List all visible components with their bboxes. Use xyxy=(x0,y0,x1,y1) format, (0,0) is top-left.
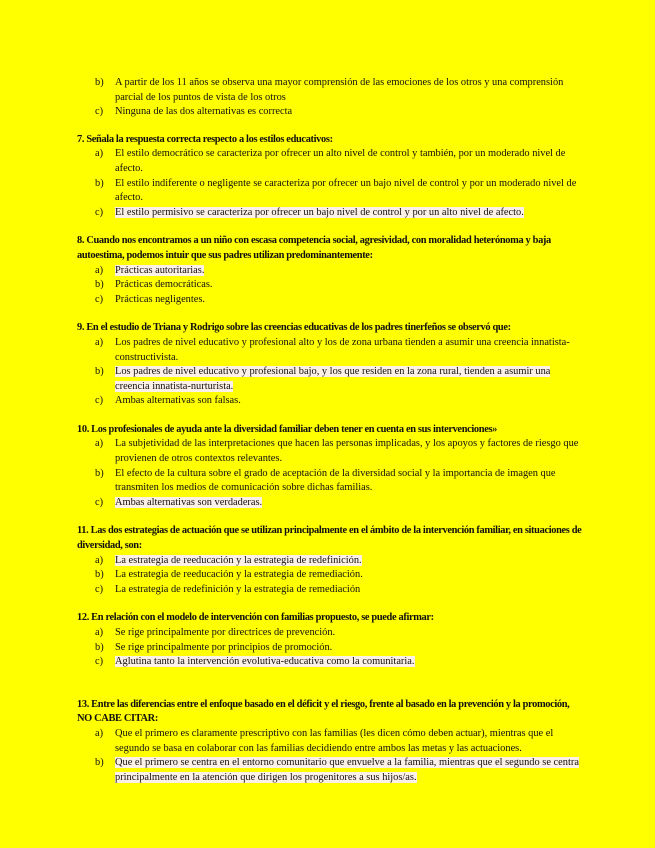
option-letter: b) xyxy=(95,177,104,189)
option-letter: a) xyxy=(95,264,104,276)
option-9b[interactable] xyxy=(77,365,582,394)
option-letter: b) xyxy=(95,366,104,378)
option-letter: b) xyxy=(95,77,104,88)
option-8a[interactable] xyxy=(77,264,582,279)
question-title: 7. Señala la respuesta correcta respecto a los estilos educativos: xyxy=(77,133,333,145)
option-text-highlighted: El estilo permisivo se caracteriza por ofrecer un bajo nivel de control y por un alto nivel de afecto. xyxy=(115,206,524,218)
option-letter: b) xyxy=(95,569,104,581)
question-11 xyxy=(77,524,582,597)
option-text: El estilo democrático se caracteriza por ofrecer un alto nivel de control y también, por un moderado nivel de afecto. xyxy=(115,148,566,174)
option-text: La estrategia de redefinición y la estrategia de remediación xyxy=(115,583,361,595)
question-title: 10. Los profesionales de ayuda ante la diversidad familiar deben tener en cuenta en sus intervenciones» xyxy=(77,423,497,435)
option-8c[interactable] xyxy=(77,293,582,308)
option-11a[interactable] xyxy=(77,554,582,569)
question-13 xyxy=(77,698,582,786)
option-text: Se rige principalmente por principios de promoción. xyxy=(115,641,333,653)
option-6b[interactable] xyxy=(77,76,582,105)
option-13a[interactable] xyxy=(77,727,582,756)
option-text: Se rige principalmente por directrices de prevención. xyxy=(115,627,336,638)
option-letter: b) xyxy=(95,757,104,769)
option-10b[interactable] xyxy=(77,467,582,496)
question-title: 11. Las dos estrategias de actuación que se utilizan principalmente en el ámbito de la intervención familiar, en situaciones de diversidad, son: xyxy=(77,525,582,552)
options-list xyxy=(77,336,582,409)
option-10a[interactable] xyxy=(77,437,582,466)
option-10c[interactable] xyxy=(77,496,582,511)
option-letter: c) xyxy=(95,496,104,508)
option-text: Que el primero es claramente prescriptivo con las familias (les dicen cómo deben actuar), mientras que el segundo se basa en colaborar con las familias decidiendo entre ambos las metas y las actuaciones. xyxy=(115,727,554,754)
option-letter: a) xyxy=(95,336,104,348)
question-12 xyxy=(77,611,582,669)
option-text-highlighted: Que el primero se centra en el entorno comunitario que envuelve a la familia, mientras que el segundo se centra principalmente en la atención que dirigen los progenitores a sus hijos/as. xyxy=(115,757,579,783)
option-text: La subjetividad de las interpretaciones que hacen las personas implicadas, y los apoyos y factores de riesgo que provienen de otros contextos relevantes. xyxy=(115,438,579,465)
question-title: 9. En el estudio de Triana y Rodrigo sobre las creencias educativas de los padres tinerfeños se observó que: xyxy=(77,322,511,334)
option-text: Los padres de nivel educativo y profesional alto y los de zona urbana tienden a asumir una creencia innatista-constructivista. xyxy=(115,336,570,363)
option-12b[interactable] xyxy=(77,641,582,656)
option-letter: a) xyxy=(95,148,104,160)
option-11c[interactable] xyxy=(77,583,582,598)
option-text: Ninguna de las dos alternativas es correcta xyxy=(115,106,293,118)
option-9a[interactable] xyxy=(77,336,582,365)
question-title: 13. Entre las diferencias entre el enfoque basado en el déficit y el riesgo, frente al basado en la prevención y la promoción, NO CABE CITAR: xyxy=(77,698,570,725)
question-title: 8. Cuando nos encontramos a un niño con escasa competencia social, agresividad, con moralidad heterónoma y baja autoestima, podemos intuir que sus padres utilizan predominantemente: xyxy=(77,235,551,261)
option-12a[interactable] xyxy=(77,626,582,641)
options-list xyxy=(77,76,582,120)
option-letter: c) xyxy=(95,583,104,595)
option-text: El estilo indiferente o negligente se caracteriza por ofrecer un bajo nivel de control y por un moderado nivel de afecto. xyxy=(115,177,577,204)
option-text-highlighted: Los padres de nivel educativo y profesional bajo, y los que residen en la zona rural, tienden a asumir una creencia innatista-nurturista. xyxy=(115,366,551,392)
options-list xyxy=(77,727,582,785)
option-text: Prácticas democráticas. xyxy=(115,279,213,291)
document-page xyxy=(77,76,582,785)
question-title: 12. En relación con el modelo de intervención con familias propuesto, se puede afirmar: xyxy=(77,612,434,624)
option-letter: b) xyxy=(95,279,104,291)
option-letter: c) xyxy=(95,206,104,218)
option-7a[interactable] xyxy=(77,147,582,176)
option-text-highlighted: Aglutina tanto la intervención evolutiva-educativa como la comunitaria. xyxy=(115,656,415,668)
question-6-tail xyxy=(77,76,582,120)
option-letter: a) xyxy=(95,727,104,739)
options-list xyxy=(77,264,582,308)
options-list xyxy=(77,554,582,598)
option-11b[interactable] xyxy=(77,568,582,583)
options-list xyxy=(77,626,582,670)
option-letter: c) xyxy=(95,293,104,305)
option-text-highlighted: Ambas alternativas son verdaderas. xyxy=(115,496,263,508)
option-9c[interactable] xyxy=(77,394,582,409)
option-12c[interactable] xyxy=(77,655,582,670)
option-13b[interactable] xyxy=(77,756,582,785)
option-text-highlighted: Prácticas autoritarias. xyxy=(115,264,205,276)
option-letter: c) xyxy=(95,106,104,118)
option-8b[interactable] xyxy=(77,278,582,293)
option-text: Ambas alternativas son falsas. xyxy=(115,395,241,407)
option-7c[interactable] xyxy=(77,206,582,221)
option-6c[interactable] xyxy=(77,105,582,120)
option-text-highlighted: La estrategia de reeducación y la estrategia de redefinición. xyxy=(115,554,362,566)
option-letter: a) xyxy=(95,554,104,566)
question-7 xyxy=(77,133,582,221)
option-letter: a) xyxy=(95,438,104,450)
option-letter: b) xyxy=(95,467,104,479)
question-10 xyxy=(77,423,582,511)
option-letter: b) xyxy=(95,641,104,653)
option-text: La estrategia de reeducación y la estrategia de remediación. xyxy=(115,569,363,581)
options-list xyxy=(77,437,582,510)
option-letter: a) xyxy=(95,627,104,638)
option-text: El efecto de la cultura sobre el grado de aceptación de la diversidad social y la importancia de imagen que transmiten los medios de comunicación sobre dichas familias. xyxy=(115,467,556,494)
question-9 xyxy=(77,321,582,409)
option-7b[interactable] xyxy=(77,177,582,206)
option-letter: c) xyxy=(95,656,104,668)
options-list xyxy=(77,147,582,220)
option-text: Prácticas negligentes. xyxy=(115,293,206,305)
question-8 xyxy=(77,234,582,307)
option-text: A partir de los 11 años se observa una mayor comprensión de las emociones de los otros y una comprensión parcial de los puntos de vista de los otros xyxy=(115,77,564,103)
option-letter: c) xyxy=(95,395,104,407)
